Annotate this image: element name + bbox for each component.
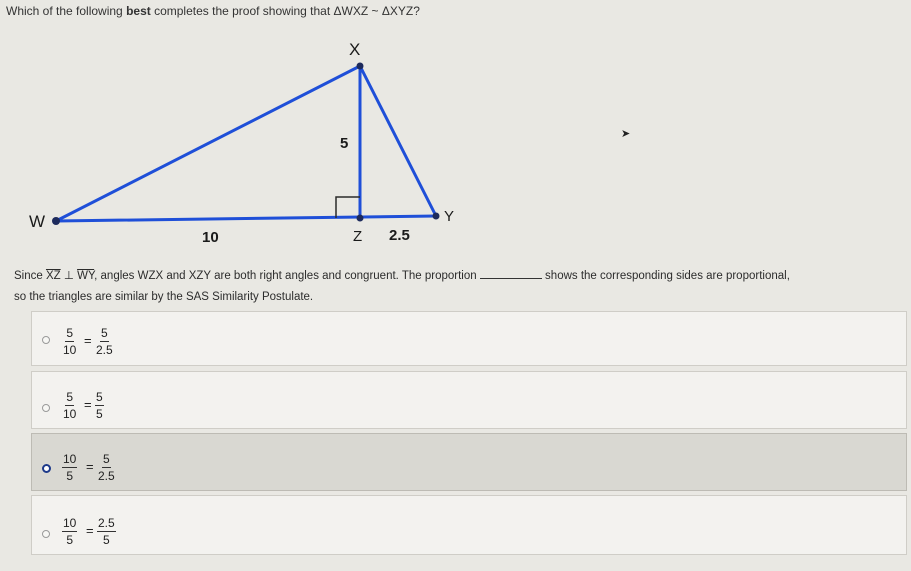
right-angle-marker [336, 197, 360, 218]
answer-option-2[interactable] [31, 371, 907, 429]
answer-option-3[interactable] [31, 433, 907, 491]
question-prefix: Which of the following [6, 4, 127, 18]
radio-button-selected[interactable] [42, 464, 51, 473]
answer-option-4[interactable] [31, 495, 907, 555]
fraction-left [62, 390, 77, 421]
segment-wx [56, 66, 360, 221]
question-suffix: completes the proof showing that ΔWXZ ~ ΔXYZ? [150, 4, 420, 18]
denominator: 5 [66, 469, 74, 483]
equals-sign: = [86, 459, 94, 474]
numerator: 2.5 [98, 516, 115, 530]
numerator: 10 [63, 516, 77, 530]
denominator: 5 [103, 533, 110, 547]
point-w [52, 217, 60, 225]
radio-button[interactable] [42, 530, 50, 538]
equals-sign: = [86, 523, 94, 538]
numerator: 5 [66, 390, 74, 404]
question-emphasis: best [126, 4, 151, 18]
segment-xy [360, 66, 436, 216]
point-y [433, 213, 440, 220]
point-z [357, 215, 364, 222]
length-xz: 5 [340, 135, 349, 152]
statement-middle: , angles WZX and XZY are both right angles and congruent. The proportion [94, 270, 477, 282]
denominator: 5 [96, 407, 103, 421]
equals-sign: = [84, 333, 92, 348]
fraction-right [97, 452, 116, 483]
numerator: 5 [66, 326, 74, 340]
perpendicular-symbol: ⊥ [60, 270, 78, 282]
denominator: 2.5 [96, 343, 113, 357]
length-wz: 10 [202, 229, 219, 246]
fraction-right [95, 390, 104, 421]
mouse-cursor-icon: ➤ [621, 128, 631, 140]
proof-statement-continued: so the triangles are similar by the SAS Similarity Postulate. [14, 291, 314, 303]
triangle-figure [0, 0, 911, 260]
fraction-left [62, 326, 77, 357]
numerator: 10 [63, 452, 77, 466]
numerator: 5 [103, 452, 110, 466]
statement-since: Since [14, 270, 46, 282]
answer-blank [480, 268, 542, 279]
denominator: 10 [63, 343, 77, 357]
segment-wy-notation: $\overline{WY}$ [77, 270, 95, 282]
radio-button[interactable] [42, 404, 50, 412]
vertex-points [52, 63, 440, 226]
label-y: Y [444, 208, 455, 225]
point-x [357, 63, 364, 70]
fraction-left [62, 452, 77, 483]
label-x: X [349, 40, 361, 59]
length-zy: 2.5 [389, 227, 410, 244]
fraction-right [97, 516, 116, 547]
numerator: 5 [96, 390, 103, 404]
equals-sign: = [84, 397, 92, 412]
statement-after: shows the corresponding sides are proportional, [541, 270, 790, 282]
numerator: 5 [101, 326, 108, 340]
label-w: W [29, 212, 46, 231]
proof-statement [14, 268, 790, 282]
fraction-right [95, 326, 114, 357]
fraction-left [62, 516, 77, 547]
label-z: Z [353, 228, 363, 245]
answer-option-1[interactable] [31, 311, 907, 366]
denominator: 2.5 [98, 469, 115, 483]
radio-button[interactable] [42, 336, 50, 344]
denominator: 5 [66, 533, 74, 547]
denominator: 10 [63, 407, 77, 421]
segments [56, 66, 436, 221]
segment-wy [56, 216, 436, 221]
segment-xz-notation: $\overline{XZ}$ [45, 270, 61, 282]
